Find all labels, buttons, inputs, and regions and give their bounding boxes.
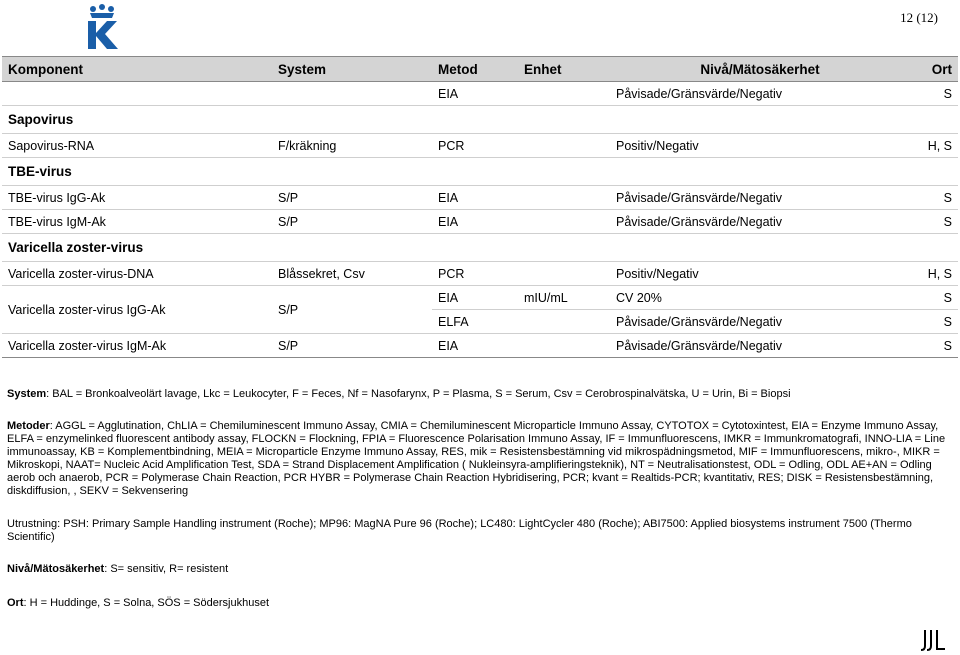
section-heading: Varicella zoster-virus	[2, 234, 958, 262]
col-ort: Ort	[910, 57, 958, 82]
note-metoder: Metoder: AGGL = Agglutination, ChLIA = Chemiluminescent Immuno Assay, CMIA = Chemiluminescent Microparticle Immuno Assay, CYTOTOX = Cytotoxintest, EIA = Enzyme Immuno Assay, ELFA = enzymelinked fluorescent antibody assay, FLOCKN = Flockning, FPIA = Fluorescence Polarisation Immuno Assay, IF = Immunfluorescens, IMKR = Immunkromatografi, INNO-LIA = Line immunoassay, KB = Komplementbindning, MEIA = Microparticle Enzyme Immuno Assay, RES, mik = Resistensbestämning vid mikrospädningsmetod, MIF = Immunfluorescens, mikro-, MIKR = Mikroskopi, NAAT= Nucleic Acid Amplification Test, SDA = Strand Displacement Amplification ( Nukleinsyra-amplifieringsteknik), NT = Neutralisationstest, ODL = Odling, ODL AE+AN = Odling aerob och anaerob, PCR = Polymerase Chain Reaction, PCR HYBR = Polymerase Chain Reaction Hybridisering, PCR; kvant = Realtids-PCR; kvantitativ, RES; DISK = Resistensbestämning, diskdiffusion, , SEKV = Sekvensering	[7, 420, 946, 497]
section-heading: TBE-virus	[2, 158, 958, 186]
col-system: System	[272, 57, 432, 82]
note-system: System: BAL = Bronkoalveolärt lavage, Lkc = Leukocyter, F = Feces, Nf = Nasofarynx, P = Plasma, S = Serum, Csv = Cerobrospinalvätska, U = Urin, Bi = Biopsi	[7, 388, 791, 400]
col-niva: Nivå/Mätosäkerhet	[610, 57, 910, 82]
karolinska-logo-icon	[84, 4, 120, 50]
table-row	[2, 82, 958, 106]
table-row: Varicella zoster-virus-DNA Blåssekret, Csv PCR Positiv/Negativ H, S	[2, 262, 958, 286]
col-komponent: Komponent	[2, 57, 272, 82]
footer-monogram-icon	[920, 629, 946, 651]
note-ort: Ort: H = Huddinge, S = Solna, SÖS = Södersjukhuset	[7, 597, 270, 609]
page-number: 12 (12)	[900, 10, 938, 25]
cell-level: Påvisade/Gränsvärde/Negativ	[616, 86, 783, 101]
cell-site: S	[943, 86, 952, 101]
table-header	[2, 57, 958, 82]
note-niva: Nivå/Mätosäkerhet: S= sensitiv, R= resistent	[7, 563, 229, 575]
section-heading: Sapovirus	[2, 106, 958, 134]
cell-method: EIA	[438, 86, 459, 101]
lab-methods-table	[2, 56, 958, 358]
table-row: Sapovirus-RNA F/kräkning PCR Positiv/Negativ H, S	[2, 134, 958, 158]
col-enhet: Enhet	[518, 57, 610, 82]
table-row: ELFA Påvisade/Gränsvärde/Negativ S	[2, 310, 958, 334]
note-utrustning: Utrustning: PSH: Primary Sample Handling instrument (Roche); MP96: MagNA Pure 96 (Roche); LC480: LightCycler 480 (Roche); ABI7500: Applied biosystems instrument 7500 (Thermo Scientific)	[7, 518, 912, 543]
col-metod: Metod	[432, 57, 518, 82]
table-row: TBE-virus IgG-Ak S/P EIA Påvisade/Gränsvärde/Negativ S	[2, 186, 958, 210]
table-row: Varicella zoster-virus IgM-Ak S/P EIA Påvisade/Gränsvärde/Negativ S	[2, 334, 958, 358]
table-row: Varicella zoster-virus IgG-Ak S/P EIA mIU/mL CV 20% S	[2, 286, 958, 310]
table-row: TBE-virus IgM-Ak S/P EIA Påvisade/Gränsvärde/Negativ S	[2, 210, 958, 234]
